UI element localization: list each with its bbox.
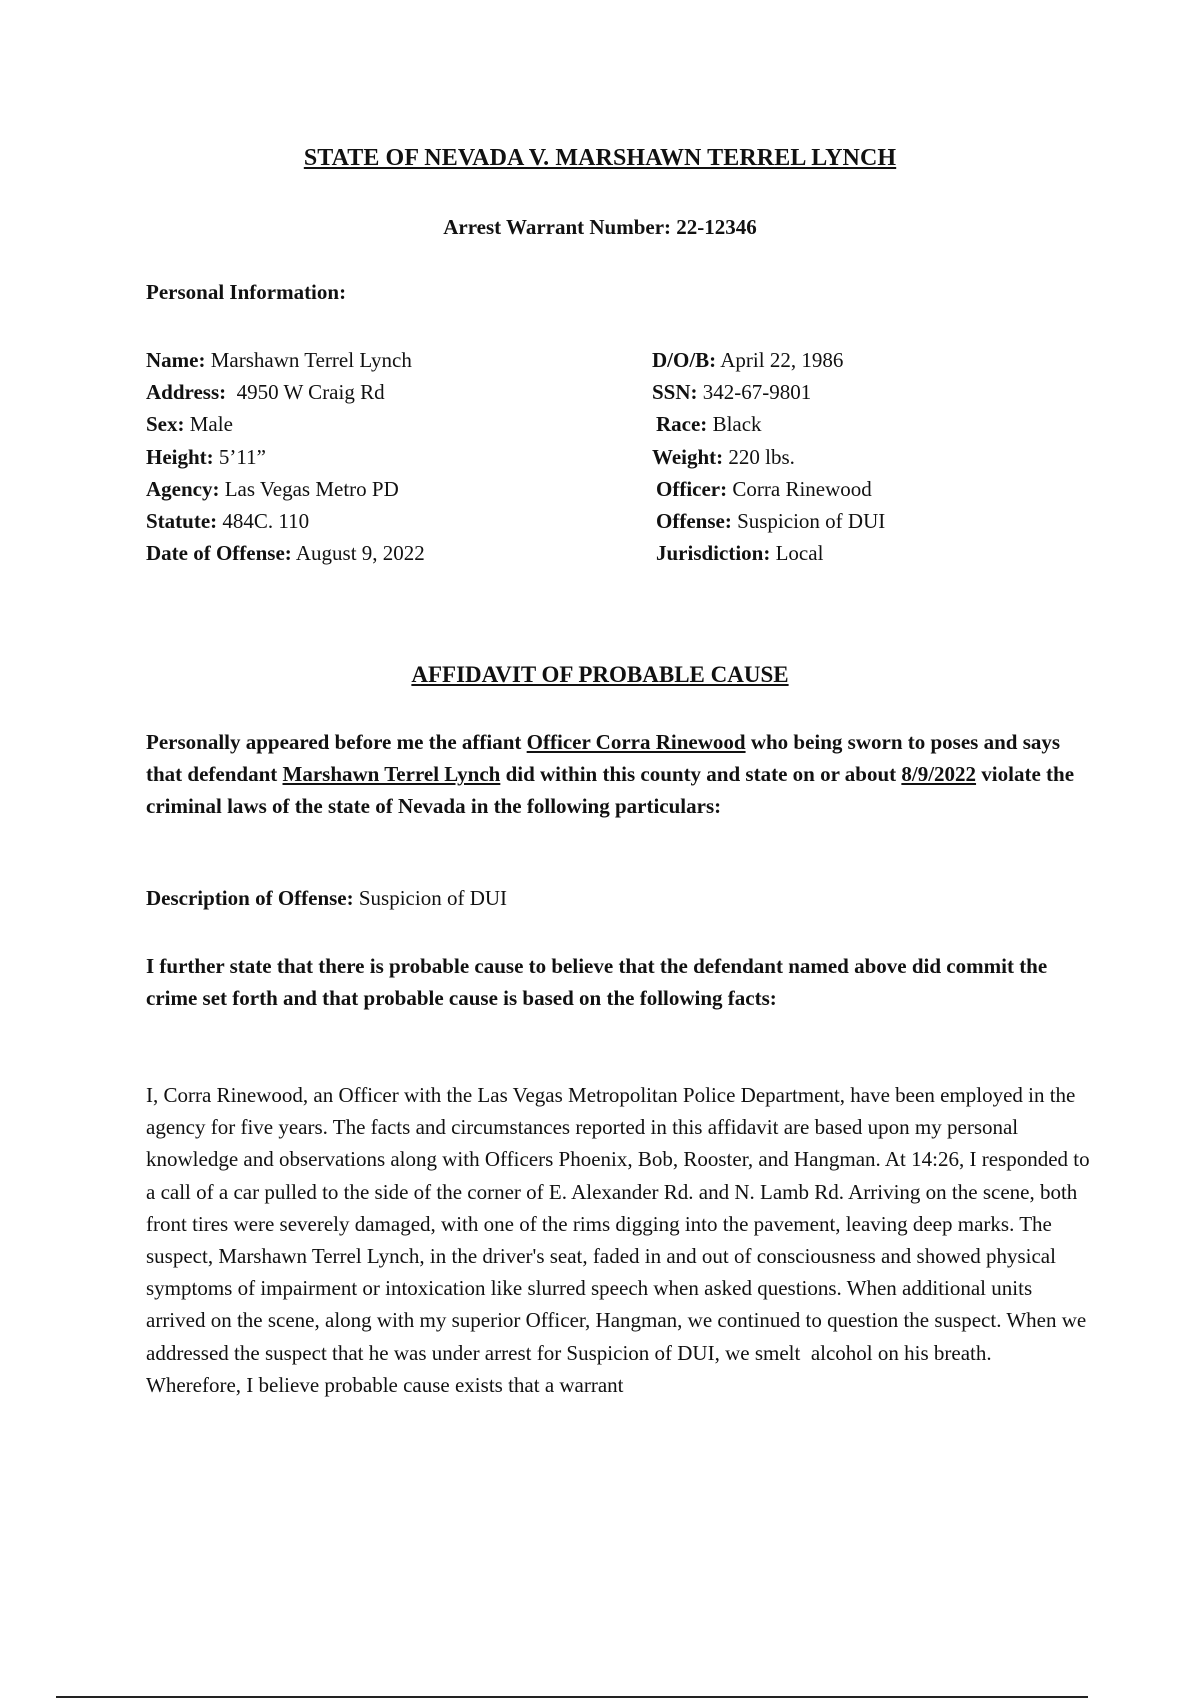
info-row-height — [146, 441, 425, 473]
info-row-sex — [146, 408, 425, 440]
info-row-address — [146, 376, 425, 408]
info-label: Jurisdiction: — [656, 541, 771, 566]
info-label: Statute: — [146, 509, 218, 534]
statement-text: violate the criminal laws of the state of Nevada in the following particulars: — [146, 762, 1075, 818]
info-value: 484C. 110 — [222, 509, 310, 534]
info-label: Address: — [146, 380, 227, 405]
info-label: D/O/B: — [652, 348, 717, 372]
facts-paragraph: I, Corra Rinewood, an Officer with the Las Vegas Metropolitan Police Department, have been employed in the agency for five years. The facts and circumstances reported in this affidavit are based upon my personal knowledge and observations along with Officers Phoenix, Bob, Rooster, and Hangman. At 14:26, I responded to a call of a car pulled to the side of the corner of E. Alexander Rd. and N. Lamb Rd. Arriving on the scene, both front tires were severely damaged, with one of the rims digging into the pavement, leaving deep marks. The suspect, Marshawn Terrel Lynch, in the driver's seat, faded in and out of consciousness and showed physical symptoms of impairment or intoxication like slurred speech when asked questions. When additional units arrived on the scene, along with my superior Officer, Hangman, we continued to question the suspect. When we addressed the suspect that he was under arrest for Suspicion of DUI, we smelt alcohol on his breath. Wherefore, I believe probable cause exists that a warrant — [146, 1083, 1095, 1397]
info-value: 5’11” — [218, 444, 266, 469]
personal-info-left-column — [146, 344, 425, 569]
case-title: STATE OF NEVADA V. MARSHAWN TERREL LYNCH — [303, 145, 897, 171]
info-row-date-of-offense — [146, 537, 425, 569]
personal-info-right-column — [652, 344, 885, 569]
info-value: August 9, 2022 — [295, 541, 425, 566]
info-row-dob — [652, 344, 885, 376]
info-value: 220 lbs. — [728, 444, 795, 469]
info-label: Race: — [656, 412, 708, 437]
affiant-statement — [146, 726, 1086, 822]
offense-description — [146, 886, 507, 911]
info-label: Officer: — [656, 476, 728, 501]
warrant-number: Arrest Warrant Number: 22-12346 — [443, 215, 757, 239]
affidavit-title: AFFIDAVIT OF PROBABLE CAUSE — [411, 662, 789, 687]
affiant-name: Officer Corra Rinewood — [526, 730, 746, 754]
info-value: Corra Rinewood — [732, 476, 872, 501]
info-row-offense — [652, 505, 885, 537]
info-label: Offense: — [656, 509, 732, 534]
info-value: Black — [712, 412, 762, 437]
info-row-weight — [652, 441, 885, 473]
info-row-agency — [146, 473, 425, 505]
info-label: Weight: — [652, 444, 724, 469]
statement-text: Personally appeared before me the affiant — [146, 730, 527, 754]
defendant-name: Marshawn Terrel Lynch — [282, 762, 501, 786]
personal-information-heading: Personal Information: — [146, 280, 347, 304]
info-label: Agency: — [146, 476, 220, 501]
offense-date: 8/9/2022 — [901, 762, 977, 786]
info-row-ssn — [652, 376, 885, 408]
info-row-jurisdiction — [652, 537, 885, 569]
description-value: Suspicion of DUI — [358, 886, 508, 910]
info-label: Height: — [146, 444, 214, 469]
info-label: Name: — [146, 348, 206, 372]
info-value: 342-67-9801 — [702, 380, 812, 405]
info-row-race — [652, 408, 885, 440]
info-label: Sex: — [146, 412, 185, 437]
info-value: Marshawn Terrel Lynch — [210, 348, 412, 372]
info-value: Local — [775, 541, 824, 566]
info-value: Las Vegas Metro PD — [224, 476, 399, 501]
description-label: Description of Offense: — [146, 886, 354, 910]
statement-text: who being sworn to poses and says that defendant — [146, 730, 1061, 786]
page-bottom-rule — [56, 1696, 1088, 1698]
info-row-officer — [652, 473, 885, 505]
info-value: Male — [189, 412, 233, 437]
info-label: SSN: — [652, 380, 698, 405]
info-row-statute — [146, 505, 425, 537]
info-value: Suspicion of DUI — [737, 509, 886, 534]
statement-text: did within this county and state on or about — [500, 762, 902, 786]
probable-cause-statement: I further state that there is probable cause to believe that the defendant named above did commit the crime set forth and that probable cause is based on the following facts: — [146, 954, 1048, 1010]
info-value: April 22, 1986 — [720, 348, 844, 372]
info-row-name — [146, 344, 425, 376]
info-label: Date of Offense: — [146, 541, 292, 566]
info-value: 4950 W Craig Rd — [231, 380, 385, 405]
